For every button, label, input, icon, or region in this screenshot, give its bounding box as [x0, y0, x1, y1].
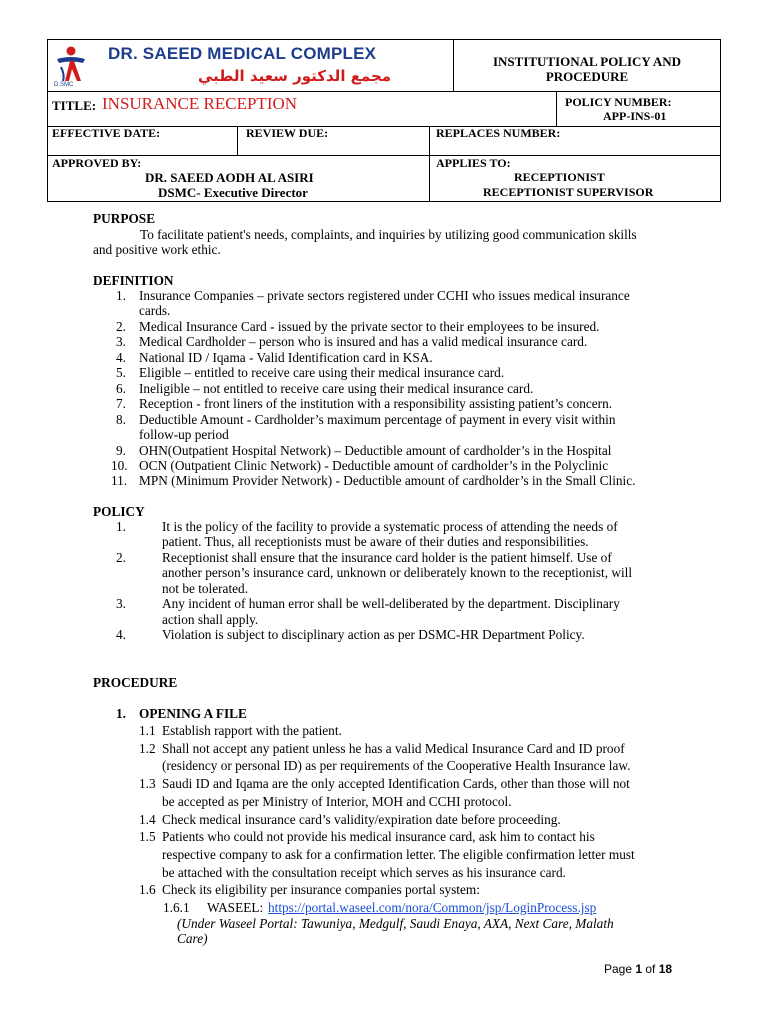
sub-note-line-1: (Under Waseel Portal: Tawuniya, Medgulf, Saudi Enaya, AXA, Next Care, Malath [177, 916, 614, 931]
approver-title: DSMC- Executive Director [158, 185, 308, 200]
definition-item-text: Reception - front liners of the institution with a responsibility assisting patient’s concern. [139, 396, 613, 412]
review-due-cell [237, 126, 430, 156]
purpose-line-2: and positive work ethic. [93, 242, 221, 257]
definition-item-number: 3. [116, 334, 126, 350]
logo-cell [47, 39, 454, 92]
policy-item-text: Receptionist shall ensure that the insurance card holder is the patient himself. Use of [162, 549, 612, 565]
policy-item-text: Violation is subject to disciplinary action as per DSMC-HR Department Policy. [162, 627, 585, 643]
policy-heading: POLICY [93, 504, 145, 519]
logo-caption: D.SMC [54, 82, 74, 88]
effective-date-cell [47, 126, 238, 156]
definition-item-text: cards. [139, 303, 171, 319]
section-1-number: 1. [116, 706, 126, 721]
definition-item-text: Medical Insurance Card - issued by the private sector to their employees to be insured. [139, 318, 600, 334]
definition-item-number: 5. [116, 365, 126, 381]
definition-item-text: Deductible Amount - Cardholder’s maximum percentage of payment in every visit within [139, 411, 616, 427]
procedure-item-number: 1.3 [139, 776, 156, 792]
procedure-item-text: be attached with the consultation receipt which serves as his insurance card. [162, 864, 566, 880]
approved-by-cell [47, 155, 430, 202]
definition-item-text: Eligible – entitled to receive care using their medical insurance card. [139, 365, 505, 381]
procedure-item-text: Shall not accept any patient unless he has a valid Medical Insurance Card and ID proof [162, 740, 625, 756]
procedure-item-text: be accepted as per Ministry of Interior, MOH and CCHI protocol. [162, 793, 512, 809]
purpose-line-1: To facilitate patient's needs, complaints, and inquiries by utilizing good communication skills [140, 227, 637, 242]
procedure-item-number: 1.6 [139, 882, 156, 898]
policy-item-text: It is the policy of the facility to provide a systematic process of attending the needs of [162, 519, 618, 534]
effective-date-label: EFFECTIVE DATE: [52, 126, 161, 140]
approved-by-label: APPROVED BY: [52, 156, 142, 170]
doc-type-cell [453, 39, 721, 92]
applies-to-2: RECEPTIONIST SUPERVISOR [483, 185, 654, 199]
applies-to-cell [429, 155, 721, 202]
page-current: 1 [635, 962, 643, 976]
definition-item-number: 10. [111, 457, 128, 473]
org-name-ar: مجمع الدكتور سعيد الطبي [198, 67, 392, 85]
policy-item-text: Any incident of human error shall be well-deliberated by the department. Disciplinary [162, 596, 620, 612]
procedure-item-text: Saudi ID and Iqama are the only accepted Identification Cards, other than those will not [162, 776, 630, 792]
waseel-portal-link[interactable]: https://portal.waseel.com/nora/Common/jsp/LoginProcess.jsp [268, 900, 597, 915]
definition-item-text: Medical Cardholder – person who is insured and has a valid medical insurance card. [139, 334, 588, 350]
procedure-item-number: 1.4 [139, 811, 156, 827]
definition-item-text: Ineligible – not entitled to receive care using their medical insurance card. [139, 380, 534, 396]
policy-item-text: another person’s insurance card, unknown or deliberately known to the receptionist, will [162, 565, 633, 581]
definition-item-number: 11. [111, 473, 128, 489]
section-1-title: OPENING A FILE [139, 706, 247, 721]
page-number [604, 962, 672, 976]
page-title: INSURANCE RECEPTION [102, 94, 298, 113]
policy-item-text: patient. Thus, all receptionists must be aware of their duties and responsibilities. [162, 534, 589, 550]
definition-item-text: Insurance Companies – private sectors registered under CCHI who issues medical insurance [139, 288, 630, 303]
doc-type: INSTITUTIONAL POLICY AND PROCEDURE [492, 54, 682, 84]
procedure-heading: PROCEDURE [93, 675, 178, 690]
review-due-label: REVIEW DUE: [246, 126, 329, 140]
policy-item-number: 4. [116, 627, 126, 643]
definition-item-number: 8. [116, 411, 126, 427]
title-cell [47, 91, 557, 127]
definition-item-number: 1. [116, 288, 126, 303]
procedure-item-number: 1.2 [139, 740, 156, 756]
policy-item-text: not be tolerated. [162, 580, 249, 596]
definition-item-text: follow-up period [139, 427, 229, 443]
policy-item-number: 3. [116, 596, 126, 612]
definition-item-text: OCN (Outpatient Clinic Network) - Deductible amount of cardholder’s in the Polyclinic [139, 457, 609, 473]
purpose-heading: PURPOSE [93, 211, 156, 226]
procedure-item-text: Patients who could not provide his medical insurance card, ask him to contact his [162, 829, 595, 845]
definition-item-number: 7. [116, 396, 126, 412]
policy-item-number: 2. [116, 549, 126, 565]
procedure-item-text: (residency or personal ID) as per requirements of the Cooperative Health Insurance law. [162, 758, 631, 774]
dsmc-logo-icon [53, 45, 89, 83]
definition-item-number: 4. [116, 349, 126, 365]
policy-item-number: 1. [116, 519, 126, 534]
definition-item-number: 9. [116, 442, 126, 458]
definition-item-text: National ID / Iqama - Valid Identification card in KSA. [139, 349, 433, 365]
policy-item-text: action shall apply. [162, 611, 259, 627]
definition-heading: DEFINITION [93, 273, 174, 288]
org-name-en: DR. SAEED MEDICAL COMPLEX [108, 44, 377, 63]
definition-item-number: 6. [116, 380, 126, 396]
definition-item-number: 2. [116, 318, 126, 334]
title-label: TITLE: [52, 98, 97, 113]
replaces-number-label: REPLACES NUMBER: [436, 126, 561, 140]
sub-item-label: WASEEL: [207, 900, 264, 915]
procedure-item-number: 1.5 [139, 829, 156, 845]
approver-name: DR. SAEED AODH AL ASIRI [145, 170, 314, 185]
procedure-item-text: respective company to ask for a confirmation letter. The eligible confirmation letter must [162, 846, 635, 862]
policy-number-value: APP-INS-01 [603, 109, 667, 123]
procedure-item-number: 1.1 [139, 723, 156, 738]
definition-item-text: MPN (Minimum Provider Network) - Deductible amount of cardholder’s in the Small Clinic. [139, 473, 636, 489]
definition-item-text: OHN(Outpatient Hospital Network) – Deductible amount of cardholder’s in the Hospital [139, 442, 612, 458]
applies-to-label: APPLIES TO: [436, 156, 511, 170]
applies-to-1: RECEPTIONIST [514, 170, 605, 184]
replaces-number-cell [429, 126, 721, 156]
page-prefix: Page [604, 962, 636, 976]
procedure-item-text: Check medical insurance card’s validity/expiration date before proceeding. [162, 811, 561, 827]
page-total: 18 [658, 962, 673, 976]
procedure-item-text: Check its eligibility per insurance companies portal system: [162, 882, 480, 898]
sub-item-number: 1.6.1 [163, 900, 190, 915]
sub-note-line-2: Care) [177, 931, 208, 946]
policy-number-label: POLICY NUMBER: [565, 95, 672, 109]
page-of: of [642, 962, 659, 976]
policy-number-cell [556, 91, 721, 127]
procedure-item-text: Establish rapport with the patient. [162, 723, 342, 738]
